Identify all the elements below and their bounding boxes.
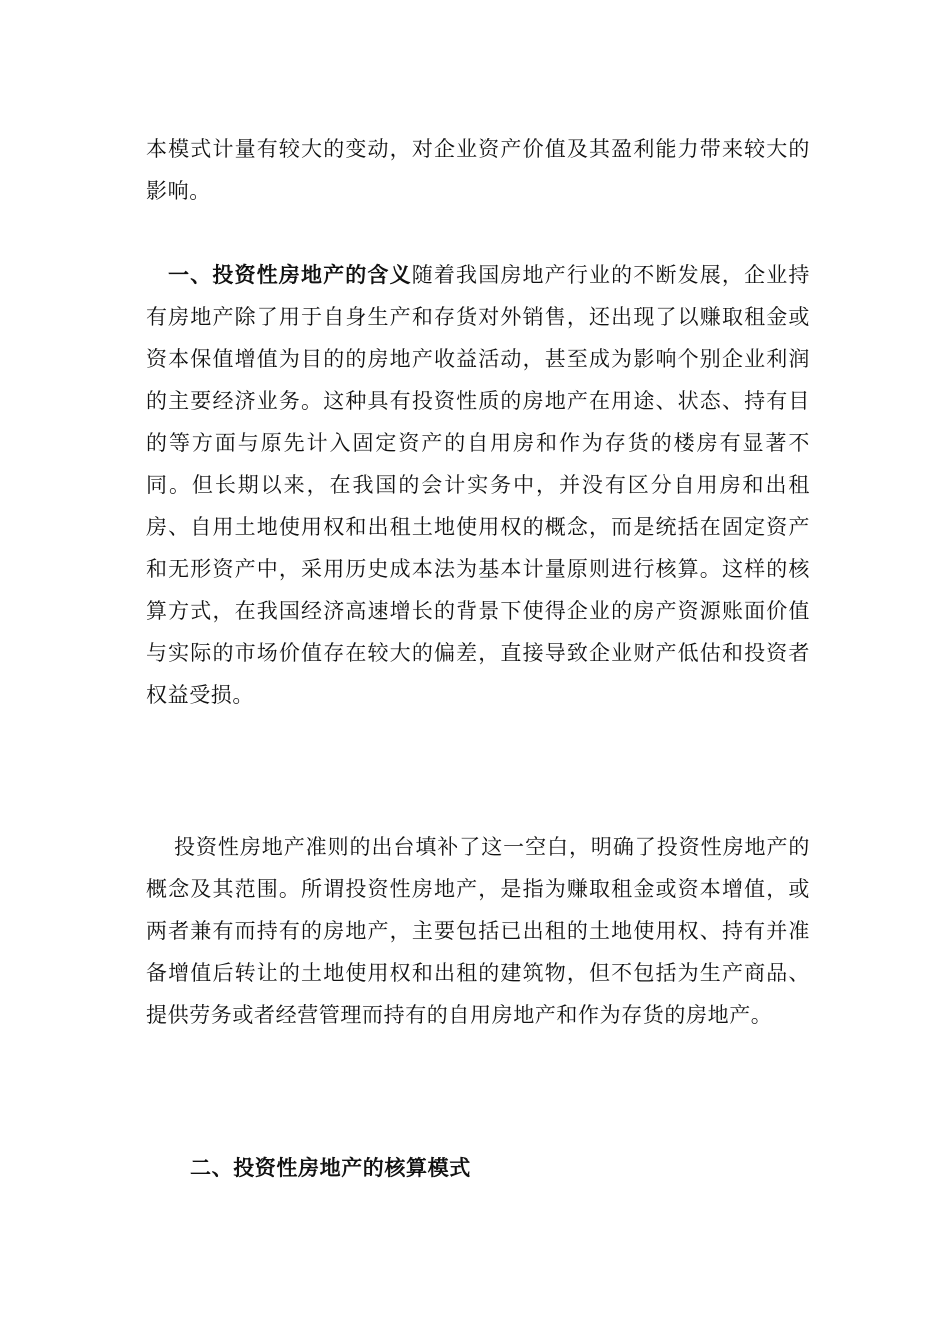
section1-heading: 一、投资性房地产的含义 — [168, 262, 412, 287]
section2-heading: 二、投资性房地产的核算模式 — [190, 1155, 471, 1180]
paragraph-definition: 投资性房地产准则的出台填补了这一空白，明确了投资性房地产的概念及其范围。所谓投资性房地产，是指为赚取租金或资本增值，或两者兼有而持有的房地产，主要包括已出租的土地使用权、持有并准备增值后转让的土地使用权和出租的建筑物，但不包括为生产商品、提供劳务或者经营管理而持有的自用房地产和作为存货的房地产。 — [146, 835, 810, 1027]
paragraph-section1 — [146, 254, 810, 716]
paragraph-intro: 本模式计量有较大的变动，对企业资产价值及其盈利能力带来较大的影响。 — [146, 137, 810, 203]
section1-body: 随着我国房地产行业的不断发展，企业持有房地产除了用于自身生产和存货对外销售，还出现了以赚取租金或资本保值增值为目的的房地产收益活动，甚至成为影响个别企业利润的主要经济业务。这种具有投资性质的房地产在用途、状态、持有目的等方面与原先计入固定资产的自用房和作为存货的楼房有显著不同。但长期以来，在我国的会计实务中，并没有区分自用房和出租房、自用土地使用权和出租土地使用权的概念，而是统括在固定资产和无形资产中，采用历史成本法为基本计量原则进行核算。这样的核算方式，在我国经济高速增长的背景下使得企业的房产资源账面价值与实际的市场价值存在较大的偏差，直接导致企业财产低估和投资者权益受损。 — [146, 263, 810, 707]
